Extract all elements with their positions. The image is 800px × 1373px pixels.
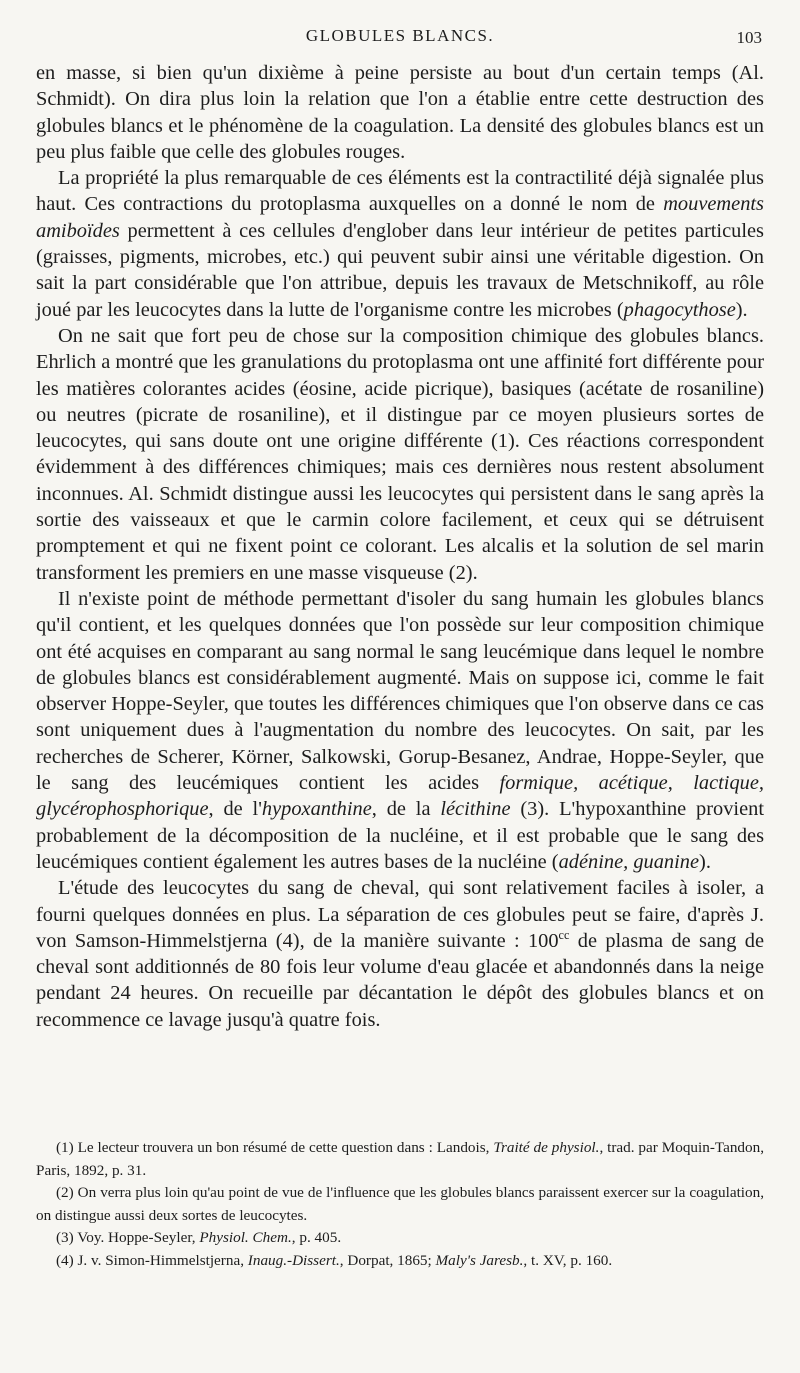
text-run: de plasma de sang de cheval sont additionnés de 80 fois leur volume d'eau glacée et abandonnés dans la neige pendant 24 heures. On recueille par décantation le dépôt des globules blancs et on recommence ce lavage jusqu'à quatre fois. [36,929,764,1031]
text-run: (3) Voy. Hoppe-Seyler, [56,1229,200,1246]
footnote-2: (2) On verra plus loin qu'au point de vue de l'influence que les globules blancs paraissent exercer sur la coagulation, on distingue aussi deux sortes de leucocytes. [36,1184,764,1224]
footnotes [36,1137,764,1272]
text-run: , Dorpat, 1865; [339,1251,436,1269]
italic-title: Maly's Jaresb. [435,1251,524,1269]
text-run: ). [699,850,711,873]
main-text [36,60,764,1033]
paragraph-3: On ne sait que fort peu de chose sur la composition chimique des globules blancs. Ehrlich a montré que les granulations du protoplasma ont une affinité fort différente pour les matières colorantes acides (éosine, acide picrique), basiques (acétate de rosaniline) ou neutres (picrate de rosaniline), et il distingue par ce moyen plusieurs sortes de leucocytes, qui sans doute ont une origine différente (1). Ces réactions correspondent évidemment à des différences chimiques; mais ces dernières nous restent absolument inconnues. Al. Schmidt distingue aussi les leucocytes qui persistent dans le sang après la sortie des vaisseaux et que le carmin colore facilement, et ceux qui se détruisent promptement et qui ne fixent point ce colorant. Les alcalis et la solution de sel marin transforment les premiers en une masse visqueuse (2). [36,324,764,584]
paragraph-5 [36,875,764,1033]
text-run: permettent à ces cellules d'englober dans leur intérieur de petites particules (graisses, pigments, microbes, etc.) qui peuvent subir ainsi une véritable digestion. On sait la part considérable que l'on attribue, depuis les travaux de Metschnikoff, au rôle joué par les leucocytes dans la lutte de l'organisme contre les microbes ( [36,219,764,321]
italic-term: hypoxanthine [261,798,372,821]
text-run: (1) Le lecteur trouvera un bon résumé de cette question dans : Landois, [56,1139,494,1156]
italic-term: lécithine [440,798,511,821]
text-run: , t. XV, p. 160. [523,1251,613,1269]
text-run: , trad. par Moquin-Tandon, Paris, 1892, p. 31. [36,1139,765,1179]
italic-title: Inaug.-Dissert. [247,1251,340,1269]
text-run: , de l' [208,798,262,821]
paragraph-4 [36,586,764,875]
italic-title: Physiol. Chem. [199,1229,292,1246]
text-run: ). [735,298,748,321]
text-run: , de la [371,798,441,821]
text-run: (3). L'hypoxanthine provient probablement de la décomposition de la nucléine, et il est probable que le sang des leucémiques contient également les autres bases de la nucléine ( [36,798,764,873]
page-number: 103 [736,28,762,47]
text-run: L'étude des leucocytes du sang de cheval, qui sont relativement faciles à isoler, a fourni quelques données en plus. La séparation de ces globules peut se faire, d'après J. von Samson-Himmelstjerna (4), de la manière suivante : 100 [36,877,764,952]
text-run: , p. 405. [291,1229,342,1246]
text-run: La propriété la plus remarquable de ces éléments est la contractilité déjà signalée plus haut. Ces contractions du protoplasma auxquelles on a donné le nom de [36,167,764,216]
italic-term: formique, acétique, lactique, glycérophosphorique [36,772,764,821]
text-run: (4) J. v. Simon-Himmelstjerna, [56,1251,248,1269]
footnote-3 [36,1227,764,1250]
italic-term: adénine, guanine [558,850,700,873]
paragraph-1: en masse, si bien qu'un dixième à peine persiste au bout d'un certain temps (Al. Schmidt). On dira plus loin la relation que l'on a établie entre cette destruction des globules blancs et le phénomène de la coagulation. La densité des globules blancs est un peu plus faible que celle des globules rouges. [36,62,764,163]
text-run: Il n'existe point de méthode permettant d'isoler du sang humain les globules blancs qu'il contient, et les quelques données que l'on possède sur leur composition chimique ont été acquises en comparant au sang normal le sang leucémique dans lequel le nombre de globules blancs est considérablement augmenté. Mais on suppose ici, comme le fait observer Hoppe-Seyler, que toutes les différences chimiques que l'on observe dans ce cas sont uniquement dues à l'augmentation du nombre des leucocytes. On sait, par les recherches de Scherer, Körner, Salkowski, Gorup-Besanez, Andrae, Hoppe-Seyler, que le sang des leucémiques contient les acides [36,587,764,795]
running-title: GLOBULES BLANCS. [305,26,495,45]
italic-title: Traité de physiol. [493,1139,600,1156]
footnote-1 [36,1137,764,1182]
footnote-4 [36,1250,764,1273]
page-header [0,26,800,52]
superscript: cc [558,928,570,942]
italic-term: mouvements amiboïdes [36,193,764,242]
italic-term: phagocythose [623,298,736,321]
paragraph-2 [36,165,764,323]
